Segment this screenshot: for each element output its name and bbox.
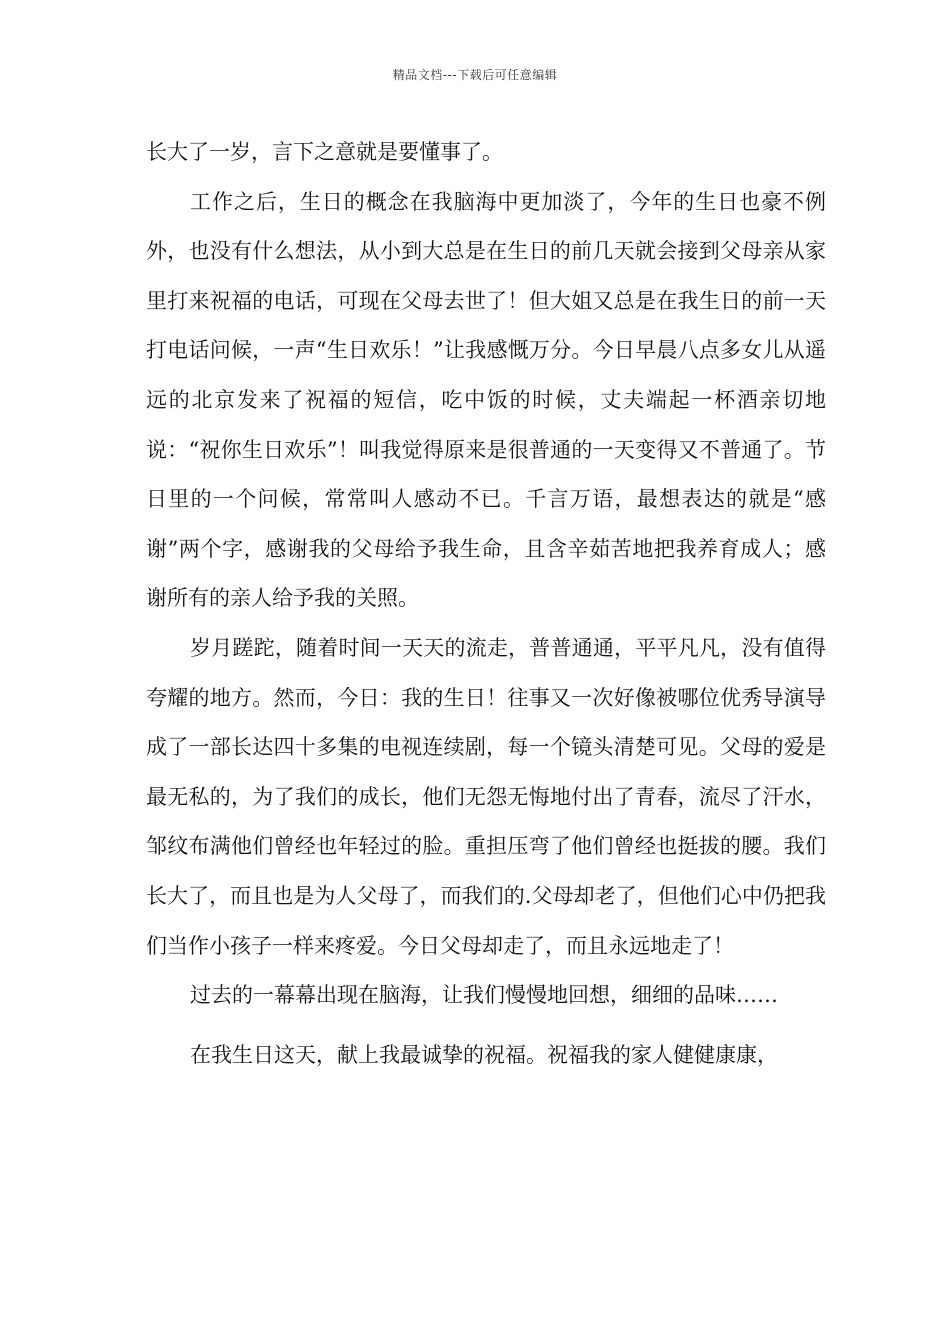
page-header: 精品文档---下载后可任意编辑 bbox=[392, 68, 558, 82]
paragraph: 岁月蹉跎，随着时间一天天的流走，普普通通，平平凡凡，没有值得夸耀的地方。然而，今日：我的生日！往事又一次好像被哪位优秀导演导成了一部长达四十多集的电视连续剧，每一个镜头清楚可见。父母的爱是最无私的，为了我们的成长，他们无怨无悔地付出了青春，流尽了汗水，邹纹布满他们曾经也年轻过的脸。重担压弯了他们曾经也挺拔的腰。我们长大了，而且也是为人父母了，而我们的.父母却老了，但他们心中仍把我们当作小孩子一样来疼爱。今日父母却走了，而且永远地走了！ bbox=[146, 635, 826, 958]
paragraph: 长大了一岁，言下之意就是要懂事了。 bbox=[146, 140, 503, 164]
document-body bbox=[146, 128, 826, 1080]
paragraph: 工作之后，生日的概念在我脑海中更加淡了，今年的生日也豪不例外，也没有什么想法，从小到大总是在生日的前几天就会接到父母亲从家里打来祝福的电话，可现在父母去世了！但大姐又总是在我生日的前一天打电话问候，一声“生日欢乐！”让我感慨万分。今日早晨八点多女儿从遥远的北京发来了祝福的短信，吃中饭的时候，丈夫端起一杯酒亲切地说：“祝你生日欢乐”！叫我觉得原来是很普通的一天变得又不普通了。节日里的一个问候，常常叫人感动不已。千言万语，最想表达的就是“感谢”两个字，感谢我的父母给予我生命，且含辛茹苦地把我养育成人；感谢所有的亲人给予我的关照。 bbox=[146, 189, 826, 611]
paragraph: 过去的一幕幕出现在脑海，让我们慢慢地回想，细细的品味…… bbox=[190, 983, 778, 1008]
paragraph: 在我生日这天，献上我最诚挚的祝福。祝福我的家人健健康康， bbox=[190, 1042, 778, 1067]
